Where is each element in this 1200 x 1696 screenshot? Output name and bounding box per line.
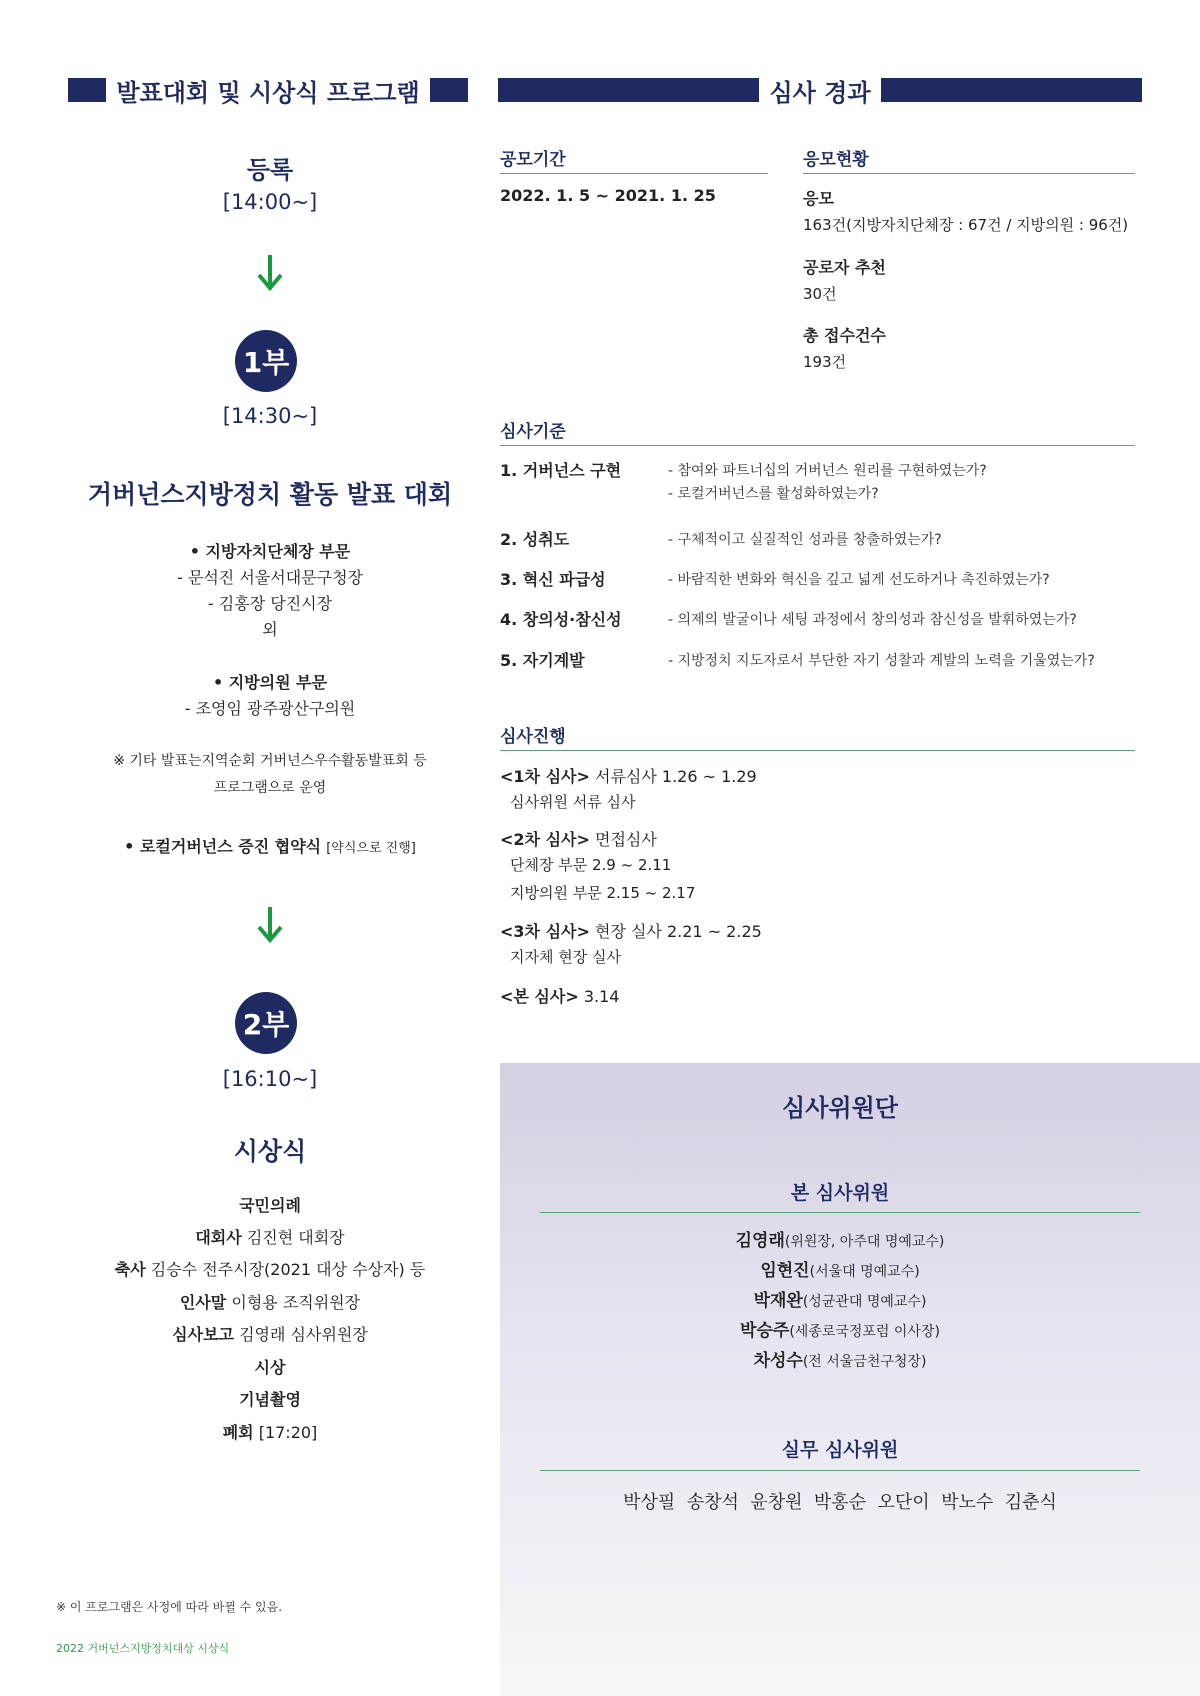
program-footnote: ※ 이 프로그램은 사정에 따라 바뀔 수 있음. [56,1600,283,1614]
part2-title: 시상식 [233,1137,307,1166]
criteria-question: - 지방정치 지도자로서 부단한 자기 성찰과 계발의 노력을 기울였는가? [668,653,1095,669]
review-title: 심사 경과 [769,78,871,107]
ceremony-item: 폐회 [17:20] [222,1423,318,1442]
divider [500,750,1135,751]
header-bar-left [68,78,106,102]
criteria-question: - 의제의 발굴이나 세팅 과정에서 창의성과 참신성을 발휘하였는가? [668,612,1077,628]
panel-title: 심사위원단 [782,1094,898,1122]
criteria-name: 4. 창의성·참신성 [500,610,622,629]
agreement-note: [약식으로 진행] [326,841,416,856]
part2-badge: 2부 [235,992,297,1054]
status-title: 응모 [803,189,834,208]
status-title: 공로자 추천 [803,258,886,277]
council-section-heading: • 지방의원 부문 [212,673,328,692]
judge-member: 임현진(서울대 명예교수) [760,1261,920,1281]
process-step: <3차 심사> 현장 실사 2.21 ~ 2.25 [500,922,762,941]
list-item: 외 [262,620,278,639]
part1-title: 거버넌스지방정치 활동 발표 대회 [87,480,453,509]
review-header [498,77,1142,107]
judge-member: 차성수(전 서울금천구청장) [753,1351,927,1371]
process-step: <2차 심사> 면접심사 [500,830,657,849]
list-item: - 김홍장 당진시장 [207,594,333,613]
process-detail: 지자체 현장 실사 [510,948,621,966]
ceremony-item: 인사말 이형용 조직위원장 [179,1293,361,1312]
status-label: 응모현황 [803,150,869,170]
period-label: 공모기간 [500,150,566,170]
ceremony-item: 대회사 김진현 대회장 [195,1228,345,1247]
registration-time: [14:00~] [222,190,318,214]
part2-time: [16:10~] [222,1067,318,1091]
list-item: - 문석진 서울서대문구청장 [177,568,363,587]
criteria-name: 5. 자기계발 [500,651,585,670]
criteria-question: - 바람직한 변화와 혁신을 깊고 넓게 선도하거나 촉진하였는가? [668,572,1050,588]
status-value: 193건 [803,353,847,371]
ceremony-item: 기념촬영 [239,1390,301,1409]
ceremony-item: 시상 [254,1358,286,1377]
footer-brand: 2022 거버넌스지방정치대상 시상식 [56,1642,230,1655]
criteria-question: - 로컬거버넌스를 활성화하였는가? [668,486,879,502]
criteria-question: - 참여와 파트너십의 거버넌스 원리를 구현하였는가? [668,463,987,479]
staff-judges-label: 실무 심사위원 [781,1439,899,1461]
criteria-name: 2. 성취도 [500,530,570,549]
judge-member: 김영래(위원장, 아주대 명예교수) [735,1231,945,1251]
period-value: 2022. 1. 5 ~ 2021. 1. 25 [500,186,716,205]
program-header [68,77,468,107]
process-detail: 심사위원 서류 심사 [510,793,636,811]
header-bar-right [881,78,1142,102]
main-judges-label: 본 심사위원 [790,1182,890,1204]
divider [500,173,768,174]
criteria-name: 3. 혁신 파급성 [500,570,606,589]
agreement-line [60,834,480,857]
etc-note: ※ 기타 발표는지역순회 거버넌스우수활동발표회 등 [113,753,427,769]
down-arrow-icon [255,905,285,945]
judge-member: 박재완(성균관대 명예교수) [753,1291,927,1311]
program-title: 발표대회 및 시상식 프로그램 [116,78,420,107]
down-arrow-icon [255,253,285,293]
list-item: - 조영임 광주광산구의원 [184,699,356,718]
header-bar-left [498,78,759,102]
staff-members: 박상필 송창석 윤창원 박홍순 오단이 박노수 김춘식 [623,1492,1057,1513]
divider [500,445,1135,446]
criteria-name: 1. 거버넌스 구현 [500,461,622,480]
status-value: 163건(지방자치단체장 : 67건 / 지방의원 : 96건) [803,216,1129,234]
etc-note: 프로그램으로 운영 [213,780,327,796]
ceremony-item: 축사 김승수 전주시장(2021 대상 수상자) 등 [114,1260,426,1279]
part1-badge: 1부 [235,330,297,392]
divider [540,1212,1140,1213]
header-bar-right [430,78,468,102]
process-step: <1차 심사> 서류심사 1.26 ~ 1.29 [500,767,757,786]
process-detail: 단체장 부문 2.9 ~ 2.11 [510,856,672,874]
divider [803,173,1135,174]
process-label: 심사진행 [500,727,566,747]
status-value: 30건 [803,285,837,303]
part1-time: [14:30~] [222,404,318,428]
status-title: 총 접수건수 [803,326,886,345]
ceremony-item: 국민의례 [239,1196,301,1215]
agreement-label: • 로컬거버넌스 증진 협약식 [124,837,322,856]
criteria-label: 심사기준 [500,422,566,442]
heads-section-heading: • 지방자치단체장 부문 [189,542,351,561]
process-detail: 지방의원 부문 2.15 ~ 2.17 [510,884,696,902]
process-step: <본 심사> 3.14 [500,987,620,1006]
criteria-question: - 구체적이고 실질적인 성과를 창출하였는가? [668,532,942,548]
ceremony-item: 심사보고 김영래 심사위원장 [172,1325,368,1344]
judges-panel [500,1063,1200,1696]
divider [540,1470,1140,1471]
judge-member: 박승주(세종로국정포럼 이사장) [740,1321,940,1341]
registration-title: 등록 [246,156,294,184]
